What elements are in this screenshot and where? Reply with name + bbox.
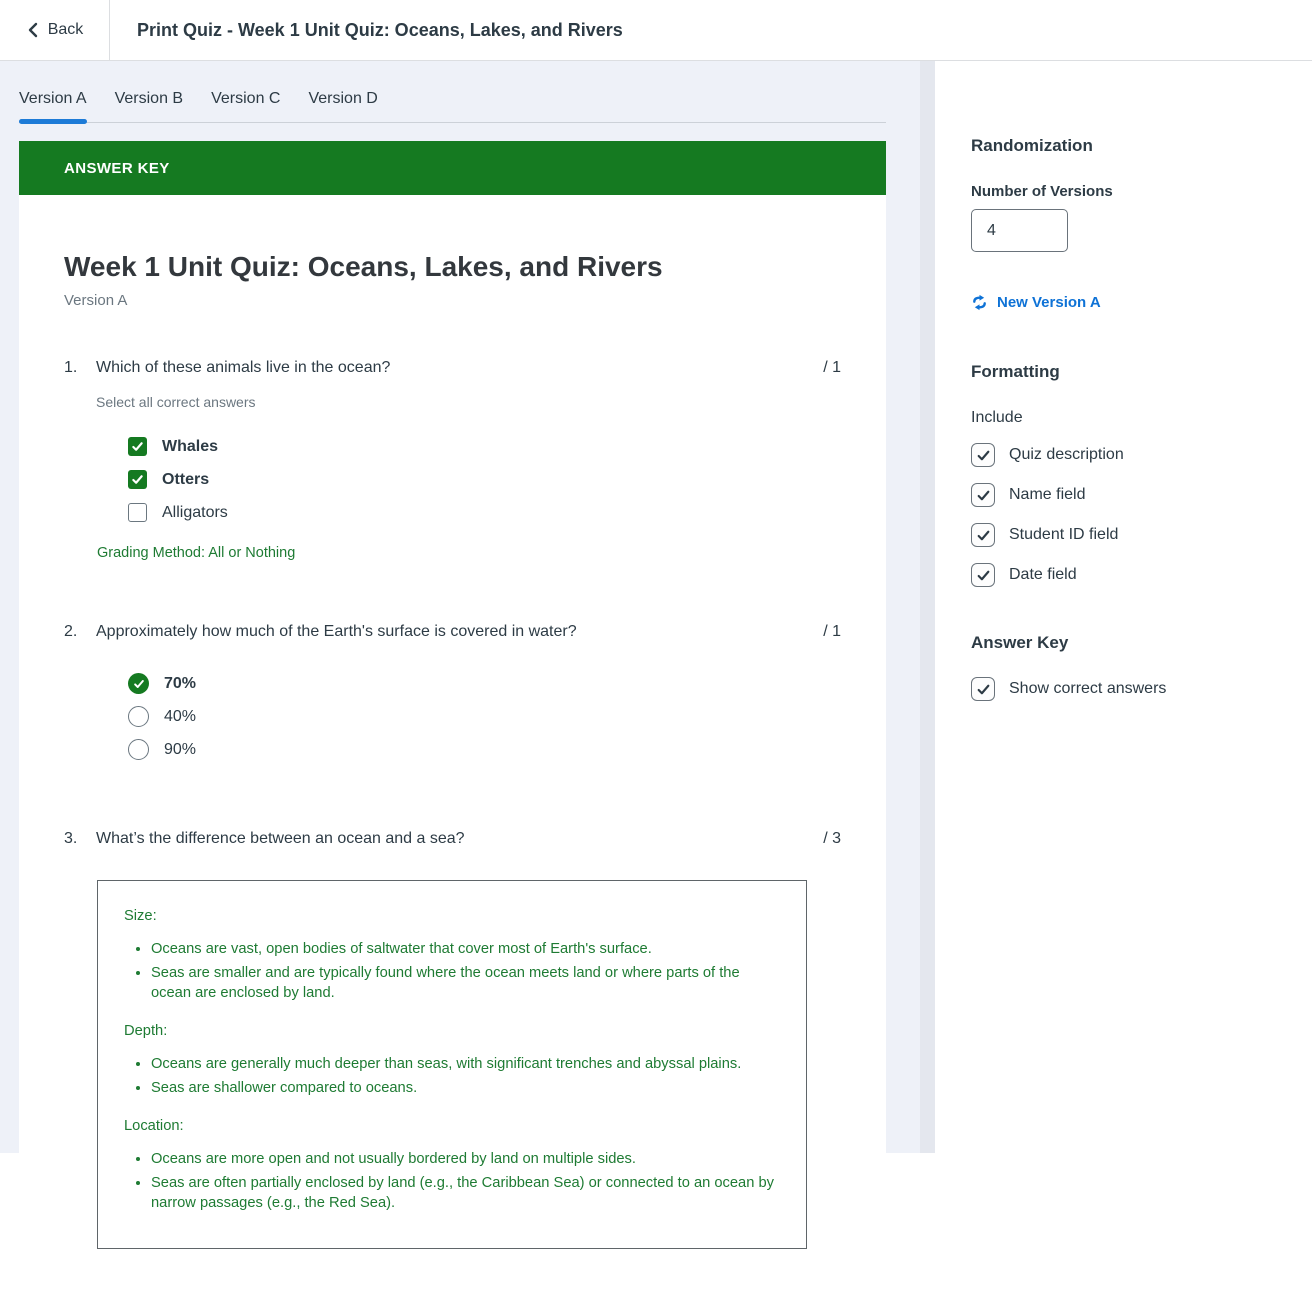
answer-option bbox=[128, 700, 841, 733]
radio-selected-icon bbox=[128, 673, 149, 694]
question-number: 3. bbox=[64, 830, 78, 847]
radio-unselected-icon bbox=[128, 739, 149, 760]
include-option-label: Date field bbox=[1009, 566, 1077, 583]
answer-option-label: Alligators bbox=[162, 503, 228, 521]
shuffle-icon bbox=[971, 294, 988, 311]
randomization-heading: Randomization bbox=[971, 136, 1093, 155]
answer-option bbox=[128, 667, 841, 700]
answer-bullet: • Oceans are more open and not usually bordered by land on multiple sides. bbox=[151, 1150, 778, 1170]
print-settings-sidebar bbox=[935, 61, 1312, 1153]
tab-version-a[interactable]: Version A bbox=[19, 90, 87, 122]
checkbox-checked-icon bbox=[971, 443, 995, 467]
question-1 bbox=[64, 359, 841, 561]
checkbox-checked-icon bbox=[971, 563, 995, 587]
page-title: Print Quiz - Week 1 Unit Quiz: Oceans, Lakes, and Rivers bbox=[137, 19, 623, 40]
answer-bullet-list bbox=[124, 940, 778, 1004]
answer-option bbox=[128, 463, 841, 496]
answer-bullet: • Oceans are vast, open bodies of saltwater that cover most of Earth's surface. bbox=[151, 940, 778, 960]
answer-section-heading: Depth: bbox=[124, 1022, 168, 1039]
checkbox-checked-icon bbox=[128, 437, 147, 456]
checkbox-checked-icon bbox=[971, 523, 995, 547]
grading-method-note: Grading Method: All or Nothing bbox=[97, 545, 296, 561]
number-of-versions-input[interactable] bbox=[971, 209, 1068, 252]
answer-bullet: • Seas are shallower compared to oceans. bbox=[151, 1079, 778, 1099]
answer-option bbox=[128, 430, 841, 463]
answer-bullet-list bbox=[124, 1150, 778, 1214]
question-3 bbox=[64, 830, 841, 1249]
new-version-label: New Version A bbox=[997, 294, 1101, 311]
checkbox-checked-icon bbox=[128, 470, 147, 489]
answer-option bbox=[128, 733, 841, 766]
question-2 bbox=[64, 623, 841, 766]
include-label: Include bbox=[971, 409, 1023, 426]
include-option-label: Name field bbox=[1009, 486, 1086, 503]
answer-option-label: Whales bbox=[162, 437, 219, 455]
answer-section-heading: Size: bbox=[124, 908, 157, 924]
question-text: Approximately how much of the Earth's surface is covered in water? bbox=[96, 623, 577, 640]
question-instruction: Select all correct answers bbox=[96, 394, 256, 410]
answer-bullet-list bbox=[124, 1055, 778, 1099]
top-header bbox=[0, 0, 1312, 61]
answer-bullet: • Seas are often partially enclosed by land (e.g., the Caribbean Sea) or connected to an ocean by narrow passages (e.g., the Red Sea). bbox=[151, 1174, 778, 1214]
quiz-title: Week 1 Unit Quiz: Oceans, Lakes, and Rivers bbox=[64, 251, 663, 282]
question-number: 2. bbox=[64, 623, 78, 640]
answer-option-label: 90% bbox=[164, 740, 197, 758]
quiz-version-label: Version A bbox=[64, 292, 128, 309]
answer-bullet: • Seas are smaller and are typically found where the ocean meets land or where parts of the ocean are enclosed by land. bbox=[151, 964, 778, 1004]
pane-divider bbox=[920, 61, 935, 1153]
question-points: / 3 bbox=[823, 830, 841, 847]
answer-option-label: Otters bbox=[162, 470, 210, 488]
new-version-link[interactable] bbox=[971, 294, 1312, 311]
tab-version-b[interactable]: Version B bbox=[114, 90, 184, 107]
tab-version-c[interactable]: Version C bbox=[211, 90, 281, 107]
answer-section-heading: Location: bbox=[124, 1117, 184, 1134]
question-number: 1. bbox=[64, 359, 78, 376]
checkbox-unchecked-icon bbox=[128, 503, 147, 522]
answer-option bbox=[128, 496, 841, 529]
print-preview-pane bbox=[0, 61, 920, 1211]
version-tabs bbox=[19, 90, 886, 123]
model-answer-box bbox=[97, 880, 807, 1249]
answer-key-heading: Answer Key bbox=[971, 633, 1069, 652]
include-option-date-field[interactable] bbox=[971, 563, 1312, 587]
checkbox-checked-icon bbox=[971, 483, 995, 507]
question-points: / 1 bbox=[823, 359, 841, 376]
include-option-label: Quiz description bbox=[1009, 446, 1124, 463]
question-text: Which of these animals live in the ocean? bbox=[96, 359, 391, 376]
include-option-name-field[interactable] bbox=[971, 483, 1312, 507]
answer-key-banner: ANSWER KEY bbox=[19, 141, 886, 195]
answer-bullet: • Oceans are generally much deeper than seas, with significant trenches and abyssal plains. bbox=[151, 1055, 778, 1075]
answer-option-label: 70% bbox=[164, 674, 197, 692]
formatting-heading: Formatting bbox=[971, 362, 1060, 381]
radio-unselected-icon bbox=[128, 706, 149, 727]
tab-version-d[interactable]: Version D bbox=[308, 90, 378, 107]
answer-option-label: 40% bbox=[164, 707, 197, 725]
include-option-quiz-description[interactable] bbox=[971, 443, 1312, 467]
checkbox-checked-icon bbox=[971, 677, 995, 701]
question-text: What’s the difference between an ocean and a sea? bbox=[96, 830, 465, 847]
question-points: / 1 bbox=[823, 623, 841, 640]
back-label: Back bbox=[47, 21, 84, 38]
number-of-versions-label: Number of Versions bbox=[971, 183, 1113, 200]
back-button[interactable] bbox=[0, 0, 110, 60]
include-option-label: Student ID field bbox=[1009, 526, 1119, 543]
include-option-student-id-field[interactable] bbox=[971, 523, 1312, 547]
quiz-paper bbox=[19, 195, 886, 1289]
show-correct-answers-label: Show correct answers bbox=[1009, 680, 1167, 697]
chevron-left-icon bbox=[26, 22, 39, 38]
show-correct-answers-option[interactable] bbox=[971, 677, 1312, 701]
